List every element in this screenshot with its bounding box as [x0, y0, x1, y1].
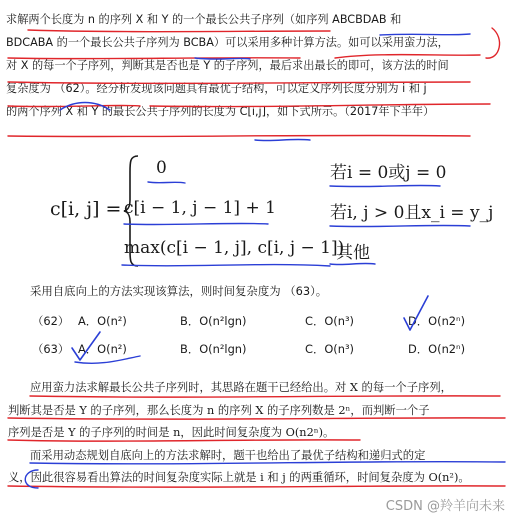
formula-lhs: c[i, j] =: [50, 198, 122, 220]
explanation-line: 判断其是否是 Y 的子序列，那么长度为 n 的序列 X 的子序列数是 2ⁿ，而判断一个子: [8, 403, 430, 417]
formula-case-expr: c[i − 1, j − 1] + 1: [124, 198, 276, 218]
explanation-line: 而采用动态规划自底向上的方法求解时，题干也给出了最优子结构和递归式的定: [30, 448, 426, 462]
question-line: 的两个序列 X 和 Y 的最长公共子序列的长度为 C[i,j]，如下式所示。（2017年下半年）: [6, 105, 435, 118]
blue-underline: [75, 356, 140, 363]
question-line: 对 X 的每一个子序列，判断其是否也是 Y 的子序列，最后求出最长的即可，该方法的时间: [6, 59, 449, 72]
red-underline: [8, 135, 470, 136]
q62-option-b[interactable]: B．O(n²lgn): [180, 314, 247, 328]
q63-prompt: 采用自底向上的方法实现该算法，则时间复杂度为 （63）。: [30, 284, 328, 298]
recurrence-formula: [40, 152, 510, 272]
q62-label: （62）: [32, 314, 70, 328]
q62-option-a[interactable]: A．O(n²): [78, 314, 127, 328]
formula-case-cond: 若i = 0或j = 0: [330, 163, 447, 183]
explanation-line: 应用蛮力法求解最长公共子序列时，其思路在题干已经给出。对 X 的每一个子序列，: [30, 381, 452, 394]
question-line: BDCABA 的一个最长公共子序列为 BCBA）可以采用多种计算方法。如可以采用蛮力法，: [6, 36, 449, 49]
watermark: CSDN @羚羊向未来: [385, 499, 505, 514]
q63-option-a[interactable]: A．O(n²): [78, 342, 127, 356]
formula-case-expr: 0: [156, 158, 167, 178]
q63-option-b[interactable]: B．O(n²lgn): [180, 342, 247, 356]
explanation-line: 序列是否是 Y 的子序列的时间是 n，因此时间复杂度为 O(n2ⁿ)。: [8, 426, 335, 439]
formula-case-expr: max(c[i − 1, j], c[i, j − 1]): [124, 238, 345, 258]
formula-case-cond: 若i, j > 0且x_i = y_j: [330, 203, 494, 223]
question-line: 复杂度为 （62）。经分析发现该问题具有最优子结构，可以定义序列长度分别为 i 和 j: [6, 82, 427, 95]
formula-case-cond: 其他: [336, 243, 370, 263]
explanation-paragraph: [8, 377, 508, 490]
q63-option-d[interactable]: D．O(n2ⁿ): [408, 342, 466, 356]
q63-label: （63）: [32, 342, 70, 356]
q62-option-d[interactable]: D．O(n2ⁿ): [408, 314, 466, 328]
question-line: 求解两个长度为 n 的序列 X 和 Y 的一个最长公共子序列（如序列 ABCBDAB 和: [6, 13, 402, 26]
blue-underline: [255, 139, 310, 140]
question-paragraph: [6, 8, 506, 123]
explanation-line: 义，因此很容易看出算法的时间复杂度实际上就是 i 和 j 的两重循环，时间复杂度为 O(n²)。: [8, 471, 470, 484]
q63-option-c[interactable]: C．O(n³): [305, 342, 354, 356]
q62-option-c[interactable]: C．O(n³): [305, 314, 354, 328]
